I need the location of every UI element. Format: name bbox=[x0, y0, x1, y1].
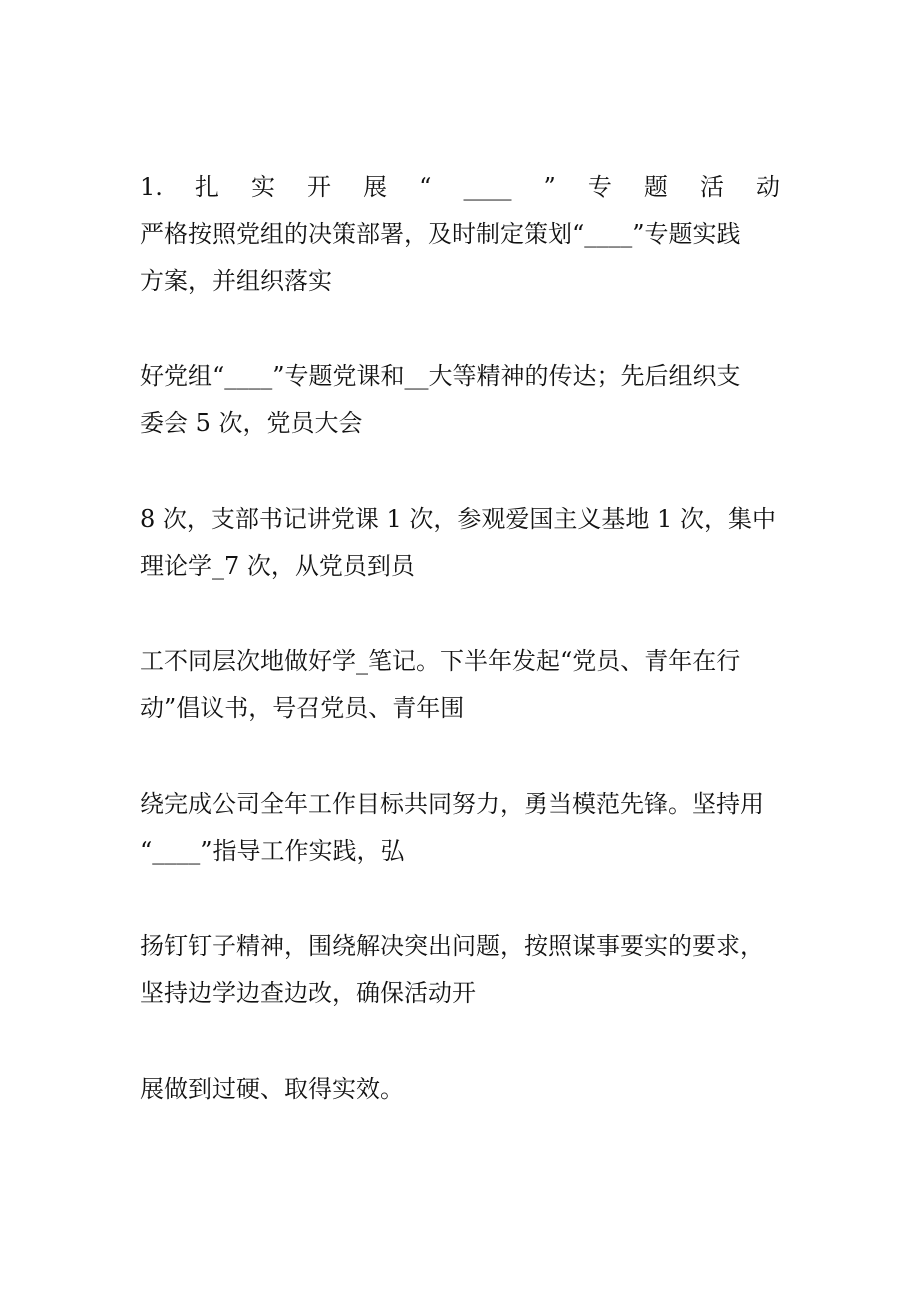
paragraph-line: 扬钉钉子精神，围绕解决突出问题，按照谋事要实的要求， bbox=[140, 932, 764, 960]
paragraph-line: 坚持边学边查边改，确保活动开 bbox=[140, 979, 476, 1007]
paragraph-line: 理论学_7 次，从党员到员 bbox=[140, 552, 415, 580]
paragraph-line: 好党组“____”专题党课和__大等精神的传达；先后组织支 bbox=[140, 362, 741, 390]
paragraph-line: 绕完成公司全年工作目标共同努力，勇当模范先锋。坚持用 bbox=[140, 790, 764, 818]
heading-quote-close: ” bbox=[543, 173, 556, 201]
heading-quote-open: “ bbox=[419, 173, 432, 201]
paragraph-line: 展做到过硬、取得实效。 bbox=[140, 1075, 404, 1103]
paragraph-line: 委会 5 次，党员大会 bbox=[140, 409, 363, 437]
section-heading bbox=[140, 172, 780, 202]
heading-char: 开 bbox=[307, 173, 332, 201]
heading-char: 扎 bbox=[194, 173, 219, 201]
heading-blank: ____ bbox=[463, 173, 512, 201]
paragraph-line: 严格按照党组的决策部署，及时制定策划“____”专题实践 bbox=[140, 220, 741, 248]
heading-char: 展 bbox=[363, 173, 388, 201]
heading-number: 1. bbox=[140, 173, 163, 201]
paragraph-line: 8 次，支部书记讲党课 1 次，参观爱国主义基地 1 次，集中 bbox=[140, 505, 776, 533]
paragraph-line: 工不同层次地做好学_笔记。下半年发起“党员、青年在行 bbox=[140, 647, 741, 675]
paragraph-line: “____”指导工作实践，弘 bbox=[140, 837, 405, 865]
paragraph-line: 动”倡议书，号召党员、青年围 bbox=[140, 694, 465, 722]
heading-char: 专 bbox=[587, 173, 612, 201]
heading-char: 动 bbox=[755, 173, 780, 201]
heading-char: 题 bbox=[643, 173, 668, 201]
heading-char: 实 bbox=[251, 173, 275, 201]
heading-char: 活 bbox=[699, 173, 724, 201]
paragraph-line: 方案，并组织落实 bbox=[140, 267, 332, 295]
